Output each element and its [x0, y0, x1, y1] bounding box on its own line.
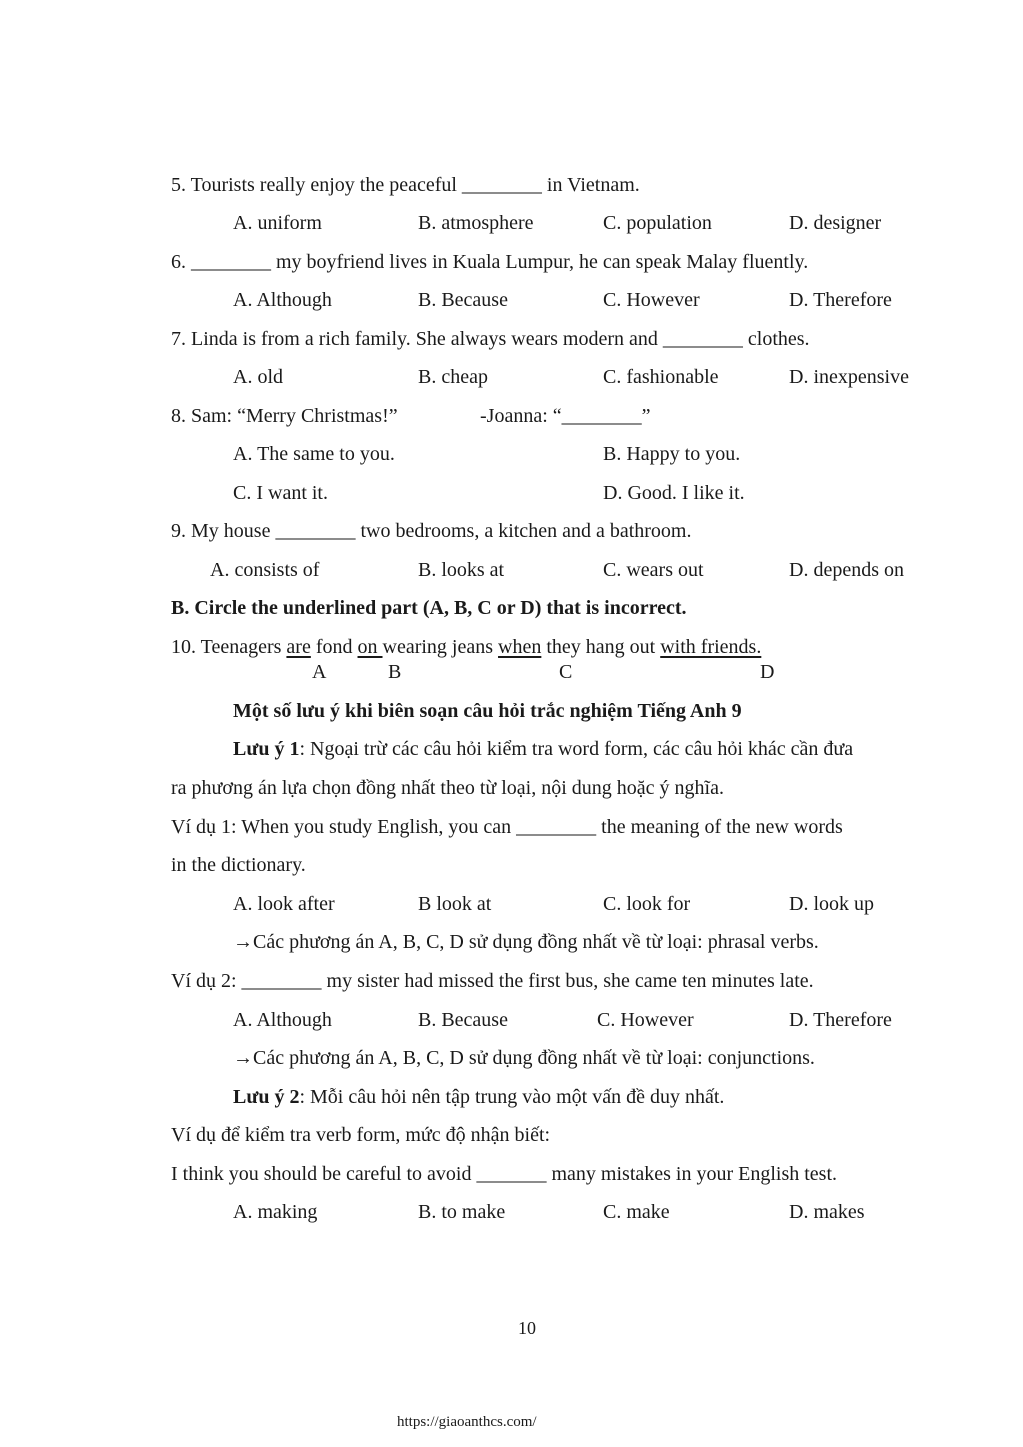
note-1-text: : Ngoại trừ các câu hỏi kiểm tra word form, các câu hỏi khác cần đưa [299, 738, 854, 760]
note-1-continuation: ra phương án lựa chọn đồng nhất theo từ loại, nội dung hoặc ý nghĩa. [171, 777, 724, 799]
q10-text-1: 10. Teenagers [171, 636, 287, 658]
q10-underline-c: when [498, 636, 542, 658]
notes-heading: Một số lưu ý khi biên soạn câu hỏi trắc nghiệm Tiếng Anh 9 [233, 700, 742, 722]
section-b-heading: B. Circle the underlined part (A, B, C or D) that is incorrect. [171, 597, 687, 619]
q8-option-c: C. I want it. [233, 482, 328, 504]
ex1-option-b: B look at [418, 893, 492, 915]
note-1-label: Lưu ý 1 [233, 738, 300, 760]
q10-letter-a: A [312, 661, 327, 683]
ex1-option-c: C. look for [603, 893, 691, 915]
q9-option-b: B. looks at [418, 559, 505, 581]
q10-letter-c: C [559, 661, 573, 683]
question-9-stem: 9. My house ________ two bedrooms, a kitchen and a bathroom. [171, 520, 692, 542]
q10-text-4: they hang out [541, 636, 661, 658]
question-6-stem: 6. ________ my boyfriend lives in Kuala Lumpur, he can speak Malay fluently. [171, 251, 809, 273]
q7-option-c: C. fashionable [603, 366, 719, 388]
ex3-option-d: D. makes [789, 1201, 865, 1223]
q9-option-d: D. depends on [789, 559, 904, 581]
question-7-stem: 7. Linda is from a rich family. She always wears modern and ________ clothes. [171, 328, 810, 350]
ex2-option-b: B. Because [418, 1009, 508, 1031]
q7-option-a: A. old [233, 366, 283, 388]
q5-option-a: A. uniform [233, 212, 322, 234]
question-5-stem: 5. Tourists really enjoy the peaceful ________ in Vietnam. [171, 174, 640, 196]
example-2-line: Ví dụ 2: ________ my sister had missed the first bus, she came ten minutes late. [171, 970, 814, 992]
q7-option-b: B. cheap [418, 366, 488, 388]
ex2-option-d: D. Therefore [789, 1009, 892, 1031]
footer-url[interactable]: https://giaoanthcs.com/ [397, 1414, 537, 1430]
q5-option-b: B. atmosphere [418, 212, 534, 234]
ex3-option-c: C. make [603, 1201, 670, 1223]
ex1-option-d: D. look up [789, 893, 874, 915]
q9-option-a: A. consists of [210, 559, 320, 581]
q8-option-d: D. Good. I like it. [603, 482, 745, 504]
example-1-note: →Các phương án A, B, C, D sử dụng đồng nhất về từ loại: phrasal verbs. [233, 931, 819, 953]
q10-text-2: fond [310, 636, 358, 658]
q10-underline-b: on [357, 636, 383, 658]
q10-letter-d: D [760, 661, 775, 683]
ex1-option-a: A. look after [233, 893, 335, 915]
q6-option-d: D. Therefore [789, 289, 892, 311]
note-2-text: : Mỗi câu hỏi nên tập trung vào một vấn đề duy nhất. [299, 1086, 725, 1108]
note-2-label: Lưu ý 2 [233, 1086, 300, 1108]
example-2-note: →Các phương án A, B, C, D sử dụng đồng nhất về từ loại: conjunctions. [233, 1047, 815, 1069]
q6-option-a: A. Although [233, 289, 332, 311]
note-2 [233, 1085, 724, 1109]
note-1 [233, 737, 853, 761]
example-3-line: I think you should be careful to avoid _______ many mistakes in your English test. [171, 1163, 838, 1185]
q6-option-b: B. Because [418, 289, 508, 311]
question-8-stem-joanna: -Joanna: “________” [480, 405, 651, 427]
example-1-line-1: Ví dụ 1: When you study English, you can ________ the meaning of the new words [171, 816, 843, 838]
q9-option-c: C. wears out [603, 559, 704, 581]
example-1-line-2: in the dictionary. [171, 854, 306, 876]
q7-option-d: D. inexpensive [789, 366, 909, 388]
q10-text-3: wearing jeans [382, 636, 499, 658]
q5-option-c: C. population [603, 212, 712, 234]
page-number: 10 [518, 1318, 536, 1338]
q10-underline-d: with friends. [660, 636, 762, 658]
ex2-option-a: A. Although [233, 1009, 332, 1031]
question-10-stem [171, 635, 761, 659]
q8-option-a: A. The same to you. [233, 443, 395, 465]
q6-option-c: C. However [603, 289, 700, 311]
q10-letter-b: B [388, 661, 402, 683]
ex3-option-b: B. to make [418, 1201, 506, 1223]
ex3-option-a: A. making [233, 1201, 318, 1223]
q10-underline-a: are [286, 636, 311, 658]
q8-option-b: B. Happy to you. [603, 443, 741, 465]
question-8-stem-sam: 8. Sam: “Merry Christmas!” [171, 405, 398, 427]
example-3-intro: Ví dụ để kiểm tra verb form, mức độ nhận biết: [171, 1124, 551, 1146]
q5-option-d: D. designer [789, 212, 882, 234]
ex2-option-c: C. However [597, 1009, 694, 1031]
